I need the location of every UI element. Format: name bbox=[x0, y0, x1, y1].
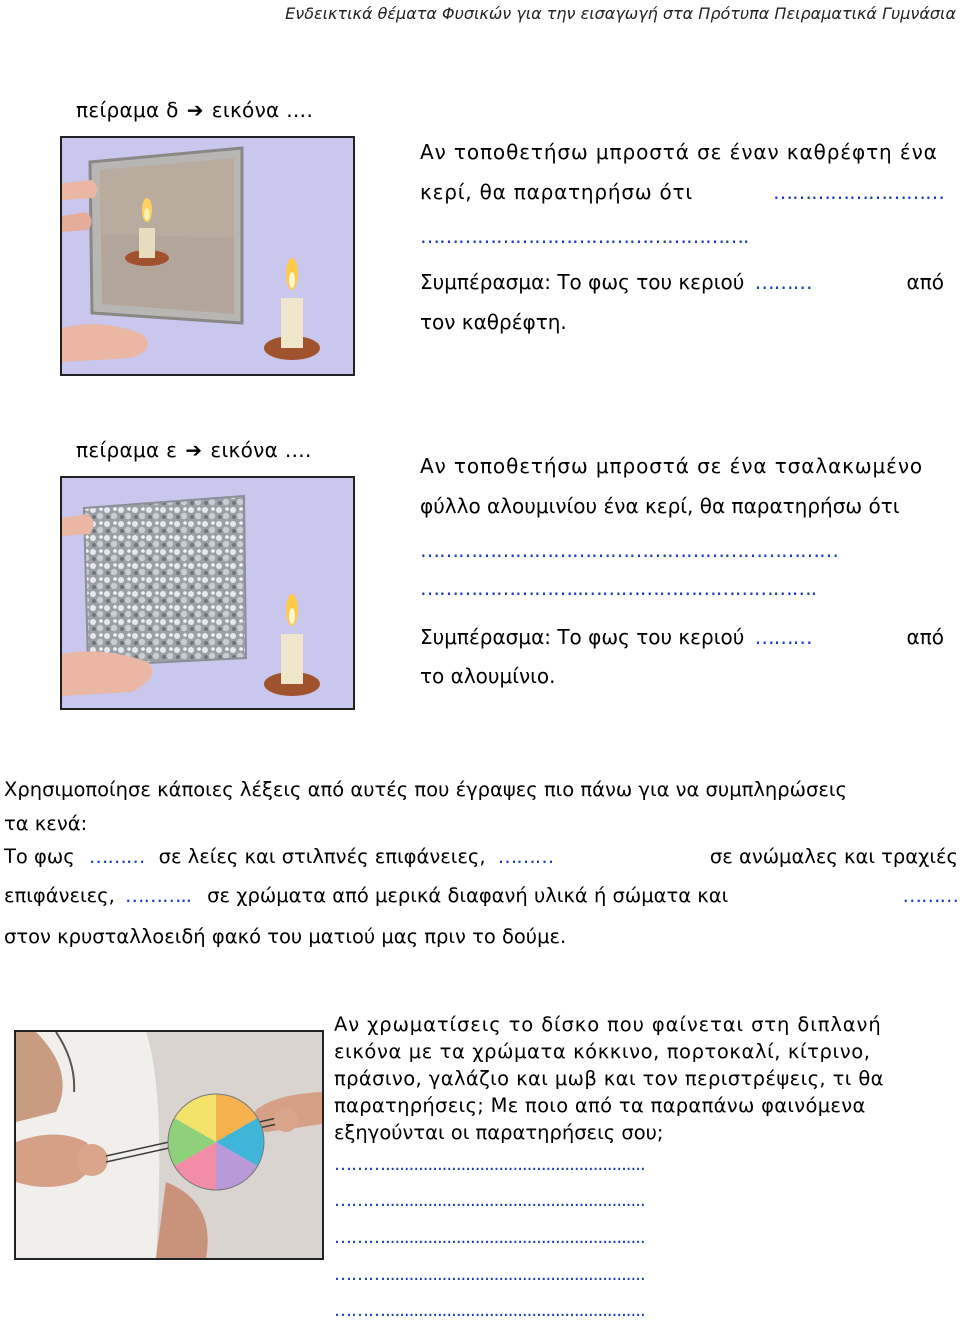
disk-question-line4: παρατηρήσεις; Με ποιο από τα παραπάνω φαινόμενα bbox=[334, 1094, 866, 1117]
fill-in-text: σε λείες και στιλπνές επιφάνειες, bbox=[158, 845, 486, 868]
spinning-disk-figure bbox=[14, 1030, 324, 1260]
answer-line[interactable]: ………....................................................... bbox=[334, 1264, 645, 1285]
answer-line[interactable]: ………....................................................... bbox=[334, 1190, 645, 1211]
experiment-e-answer-line1[interactable]: ………………………………………………………… bbox=[420, 538, 838, 562]
aluminum-candle-illustration bbox=[62, 478, 353, 708]
experiment-d-question-line2 bbox=[420, 180, 944, 204]
experiment-d-question-line1: Αν τοποθετήσω μπροστά σε έναν καθρέφτη ένα bbox=[420, 140, 938, 164]
experiment-d-title bbox=[76, 98, 313, 122]
answer-line[interactable]: ………....................................................... bbox=[334, 1154, 645, 1175]
fill-in-line3 bbox=[4, 845, 958, 868]
disk-question-line1: Αν χρωματίσεις το δίσκο που φαίνεται στη διπλανή bbox=[334, 1013, 882, 1036]
answer-line[interactable]: ………....................................................... bbox=[334, 1227, 645, 1248]
fill-in-line5: στον κρυσταλλοειδή φακό του ματιού μας πριν το δούμε. bbox=[4, 925, 567, 948]
experiment-e-answer-line2[interactable]: ……………………..………………………………. bbox=[420, 576, 817, 600]
right-arrow-icon: ➔ bbox=[186, 98, 204, 122]
page-header: Ενδεικτικά θέματα Φυσικών για την εισαγωγή στα Πρότυπα Πειραματικά Γυμνάσια bbox=[285, 4, 956, 23]
experiment-d-ref: εικόνα …. bbox=[211, 98, 314, 122]
experiment-d-answer-dots[interactable]: ……………………… bbox=[773, 180, 944, 204]
experiment-d-label: πείραμα δ bbox=[76, 98, 179, 122]
experiment-d-conclusion-line2: τον καθρέφτη. bbox=[420, 310, 567, 334]
experiment-e-conclusion-dots[interactable]: ……… bbox=[754, 625, 812, 649]
experiment-d-conclusion bbox=[420, 270, 944, 294]
fill-in-instruction-line1: Χρησιμοποίησε κάποιες λέξεις από αυτές που έγραψες πιο πάνω για να συμπληρώσεις bbox=[4, 778, 847, 801]
fill-in-blank[interactable]: ……… bbox=[497, 845, 554, 868]
experiment-d-answer-line[interactable]: ……………………………………………. bbox=[420, 224, 749, 248]
right-arrow-icon: ➔ bbox=[185, 438, 203, 462]
experiment-d-conclusion-text: Συμπέρασμα: Το φως του κεριού bbox=[420, 270, 745, 294]
fill-in-text: επιφάνειες, bbox=[4, 884, 115, 907]
disk-question-line5: εξηγούνται οι παρατηρήσεις σου; bbox=[334, 1121, 664, 1144]
experiment-e-conclusion-end: από bbox=[906, 625, 944, 649]
mirror-candle-figure bbox=[60, 136, 355, 376]
experiment-e-ref: εικόνα …. bbox=[210, 438, 312, 462]
fill-in-blank[interactable]: ……… bbox=[902, 884, 958, 907]
disk-question-line3: πράσινο, γαλάζιο και μωβ και τον περιστρέψεις, τι θα bbox=[334, 1067, 884, 1090]
fill-in-line4 bbox=[4, 884, 958, 907]
experiment-e-question-line1: Αν τοποθετήσω μπροστά σε ένα τσαλακωμένο bbox=[420, 454, 924, 478]
aluminum-candle-figure bbox=[60, 476, 355, 710]
fill-in-blank[interactable]: ……… bbox=[88, 845, 145, 868]
fill-in-text: σε ανώμαλες και τραχιές bbox=[709, 845, 958, 868]
experiment-e-conclusion-line2: το αλουμίνιο. bbox=[420, 664, 556, 688]
color-disk-illustration bbox=[16, 1032, 322, 1258]
experiment-d-question-text: κερί, θα παρατηρήσω ότι bbox=[420, 180, 693, 204]
experiment-e-label: πείραμα ε bbox=[76, 438, 178, 462]
disk-question-line2: εικόνα με τα χρώματα κόκκινο, πορτοκαλί, κίτρινο, bbox=[334, 1040, 871, 1063]
experiment-e-conclusion-text: Συμπέρασμα: Το φως του κεριού bbox=[420, 625, 745, 649]
fill-in-text: σε χρώματα από μερικά διαφανή υλικά ή σώματα και bbox=[207, 884, 729, 907]
fill-in-instruction-line2: τα κενά: bbox=[4, 812, 88, 835]
experiment-e-conclusion bbox=[420, 625, 944, 649]
answer-line[interactable]: ………....................................................... bbox=[334, 1300, 645, 1321]
fill-in-text: Το φως bbox=[4, 845, 75, 868]
experiment-d-conclusion-dots[interactable]: ……… bbox=[754, 270, 812, 294]
experiment-d-conclusion-end: από bbox=[906, 270, 944, 294]
fill-in-blank[interactable]: ……….. bbox=[125, 884, 191, 907]
experiment-e-question-line2: φύλλο αλουμινίου ένα κερί, θα παρατηρήσω ότι bbox=[420, 494, 900, 518]
mirror-candle-illustration bbox=[62, 138, 353, 374]
experiment-e-title bbox=[76, 438, 312, 462]
